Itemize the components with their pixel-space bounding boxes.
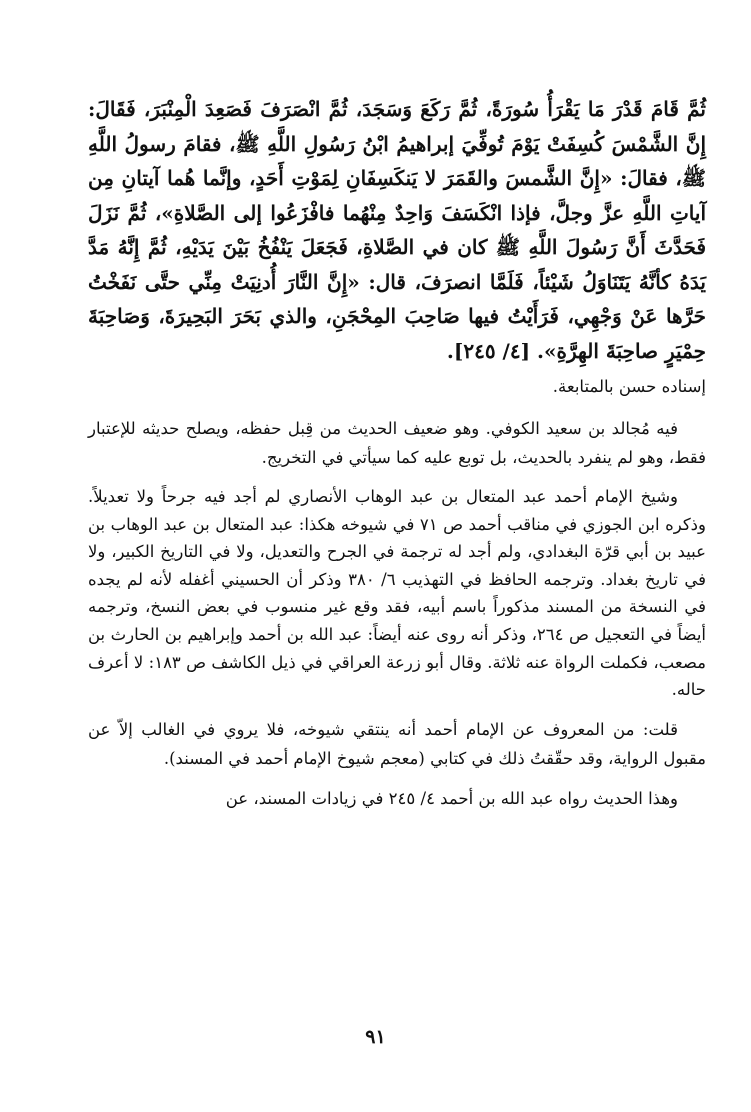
hadith-text: ثُمَّ قَامَ قَدْرَ مَا يَقْرَأُ سُورَةً، ثُمَّ رَكَعَ وَسَجَدَ، ثُمَّ انْصَرَفَ فَصَعِدَ الْمِنْبَرَ، فَقَالَ: إِنَّ الشَّمْسَ كُسِفَتْ يَوْمَ تُوفِّيَ إبراهيمُ ابْنُ رَسُولِ اللَّهِ ﷺ، فقامَ رسولُ اللَّهِ ﷺ، فقالَ: «إِنَّ الشَّمسَ والقَمَرَ لا يَنكَسِفَانِ لِمَوْتِ أَحَدٍ، وإنَّما هُما آيتانِ مِن آياتِ اللَّهِ عزَّ وجلَّ، فإذا انْكَسَفَ وَاحِدٌ مِنْهُما فافْزَعُوا إلى الصَّلاةِ»، ثُمَّ نَزَلَ فَحَدَّثَ أَنَّ رَسُولَ اللَّهِ ﷺ كان في الصَّلاةِ، فَجَعَلَ يَنْفُخُ بَيْنَ يَدَيْهِ، ثُمَّ إِنَّهُ مَدَّ يَدَهُ كأنَّهُ يَتَنَاوَلُ شَيْئاً، فَلَمَّا انصرَفَ، قال: «إِنَّ النَّارَ أُدنِيَتْ مِنِّي حتَّى نَفَخْتُ حَرَّها عَنْ وَجْهِي، فَرَأَيْتُ فيها صَاحِبَ المِحْجَنِ، والذي بَحَرَ البَحِيرَةَ، وَصَاحِبَةَ حِمْيَرٍ صاحِبَةَ الهِرَّةِ». (88, 97, 706, 363)
paragraph-mujalid: فيه مُجالد بن سعيد الكوفي. وهو ضعيف الحديث من قِبل حفظه، ويصلح حديثه للإعتبار فقط، وهو لم ينفرد بالحديث، بل توبع عليه كما سيأتي في التخريج. (88, 419, 706, 467)
page-body (88, 92, 706, 824)
hadith-text-block (88, 92, 706, 368)
isnad-grading: إسناده حسن بالمتابعة. (552, 377, 706, 396)
hadith-reference: [٤/ ٢٤٥]. (446, 338, 531, 363)
paragraph-shaykh: وشيخ الإمام أحمد عبد المتعال بن عبد الوهاب الأنصاري لم أجد فيه جرحاً ولا تعديلاً. وذكره ابن الجوزي في مناقب أحمد ص ٧١ في شيوخه هكذا: عبد المتعال بن عبد الوهاب بن عبيد بن أبي قرّة البغدادي، ولم أجد له ترجمة في الجرح والتعديل، ولا في التاريخ الكبير، ولا في تاريخ بغداد. وترجمه الحافظ في التهذيب ٦/ ٣٨٠ وذكر أن الحسيني أغفله لأنه لم يجده في النسخة من المسند مذكوراً باسم أبيه، فقد وقع غير منسوب في بعض النسخ، وترجمه أيضاً في التعجيل ص ٢٦٤، وذكر أنه روى عنه أيضاً: عبد الله بن أحمد وإبراهيم بن الحارث بن مصعب، فكملت الرواة عنه ثلاثة. وقال أبو زرعة العراقي في ذيل الكاشف ص ١٨٣: لا أعرف حاله. (88, 487, 707, 700)
paragraph-qultu: قلت: من المعروف عن الإمام أحمد أنه ينتقي شيوخه، فلا يروي في الغالب إلاّ عن مقبول الرواية، وقد حقّقتُ ذلك في كتابي (معجم شيوخ الإمام أحمد في المسند). (88, 719, 706, 768)
paragraph-takhrij: وهذا الحديث رواه عبد الله بن أحمد ٤/ ٢٤٥ في زيادات المسند، عن (225, 788, 678, 808)
page-number: ٩١ (365, 1026, 386, 1048)
